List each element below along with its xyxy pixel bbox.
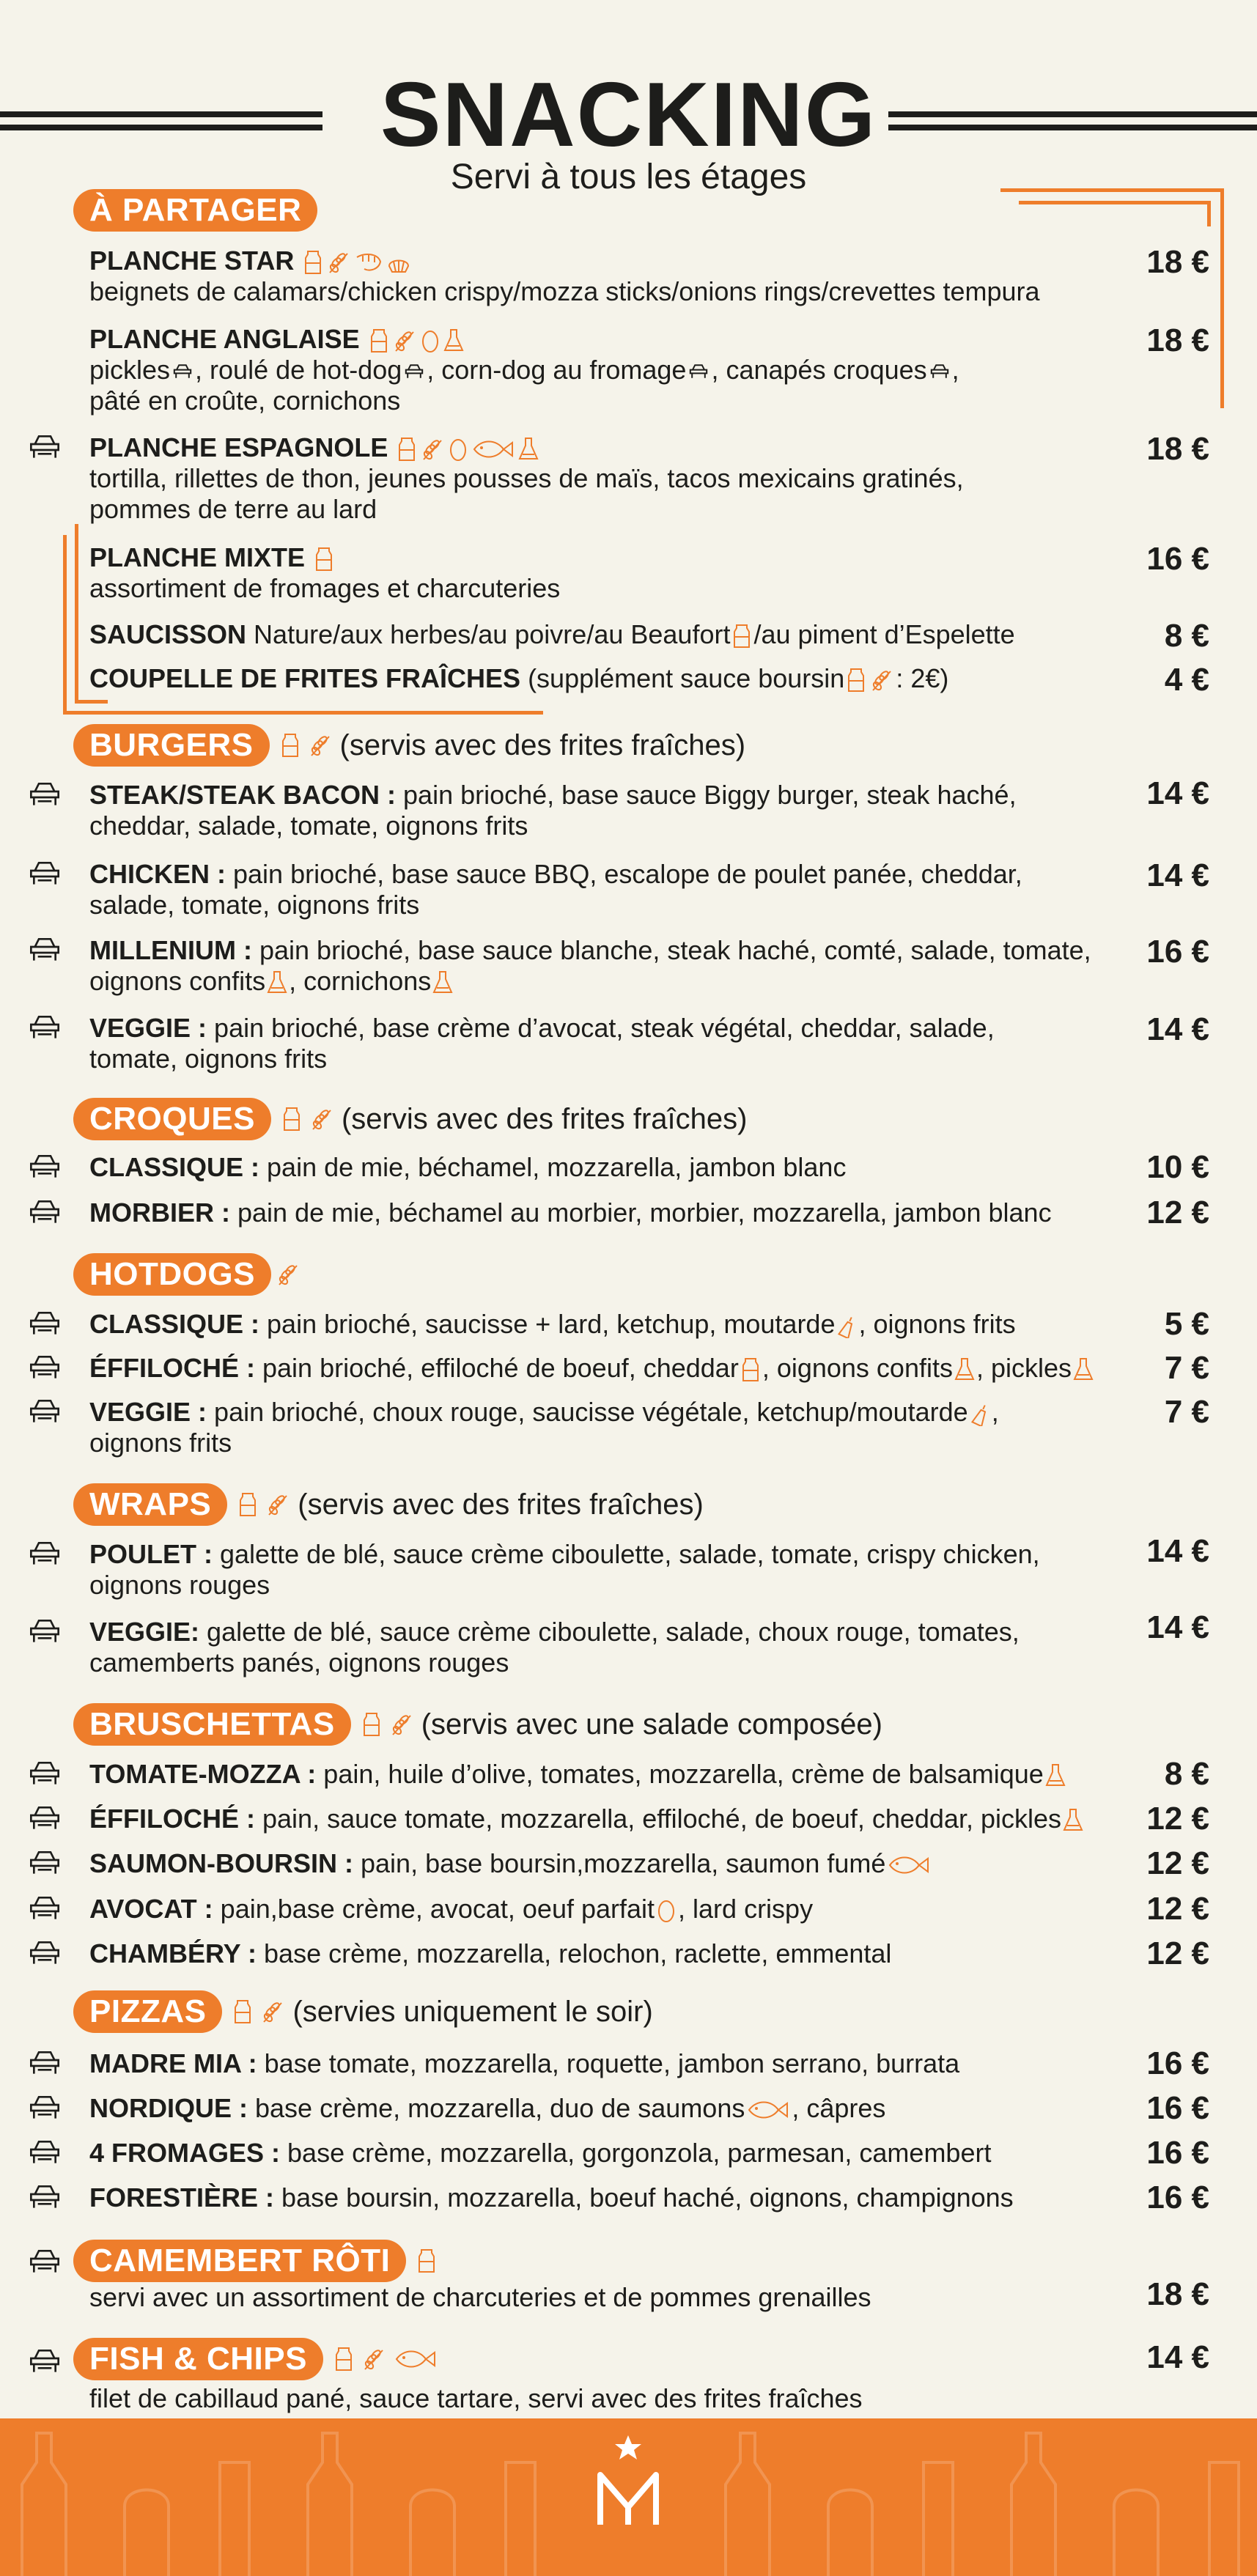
menu-item [89,1894,1116,1924]
item-description-part: , corn-dog au fromage [427,355,687,385]
item-description: base crème, mozzarella, gorgonzola, parmesan, camembert [287,2138,992,2168]
section-note: (servis avec des frites fraîches) [298,1488,704,1521]
wheat-icon [420,437,445,462]
item-description: pain brioché, effiloché de boeuf, cheddar [262,1353,739,1383]
pork-icon [28,935,64,966]
item-price: 16 € [1146,2045,1209,2081]
item-description: cheddar, salade, tomate, oignons frits [89,811,528,841]
item-name: STEAK/STEAK BACON : [89,780,397,810]
section-a-partager [73,189,317,232]
item-price: 7 € [1164,1394,1209,1430]
wheat-icon [309,1107,334,1132]
flask-icon [518,437,539,462]
item-price: 16 € [1146,2135,1209,2171]
pork-icon [28,1938,64,1969]
menu-item [89,2182,1116,2213]
flask-icon [267,970,287,995]
item-name: MILLENIUM : [89,935,252,965]
item-description: Nature/aux herbes/au poivre/au Beaufort [254,619,731,649]
item-description: pain, base boursin,mozzarella, saumon fumé [361,1848,886,1878]
section-label: BRUSCHETTAS [73,1703,351,1746]
section-label: CROQUES [73,1098,271,1140]
item-description-part: , roulé de hot-dog [195,355,402,385]
section-note: (servis avec une salade composée) [421,1708,882,1741]
section-label: À PARTAGER [73,189,317,232]
milk-icon [361,1712,382,1737]
item-name: POULET : [89,1539,213,1569]
allergen-icons [231,1999,287,2024]
menu-item [89,935,1116,997]
item-name: TOMATE-MOZZA : [89,1759,317,1789]
item-description: pain brioché, base crème d’avocat, steak végétal, cheddar, salade, [214,1013,995,1043]
item-description-part: , câpres [792,2093,886,2123]
item-price: 8 € [1164,618,1209,654]
section-croques [73,1098,747,1140]
menu-item [89,1759,1116,1790]
menu-item [89,1848,1116,1879]
item-price: 4 € [1164,662,1209,698]
mustard-icon [836,1313,857,1338]
menu-item [89,1152,1116,1183]
item-description: pommes de terre au lard [89,494,377,524]
section-camembert-roti [73,2240,438,2282]
pork-icon [28,780,64,811]
fish-icon [746,2097,790,2122]
item-name: CLASSIQUE : [89,1309,260,1339]
item-price: 12 € [1146,1935,1209,1971]
wheat-icon [308,733,333,758]
item-price: 16 € [1146,934,1209,970]
menu-item [89,780,1116,841]
section-label: HOTDOGS [73,1253,271,1296]
item-price: 14 € [1146,1609,1209,1645]
menu-item [89,2383,1116,2414]
pork-icon [28,432,64,463]
flask-icon [432,970,453,995]
item-description: assortiment de fromages et charcuteries [89,573,561,603]
pork-icon [28,2347,64,2377]
item-description: pain, sauce tomate, mozzarella, effiloché, de boeuf, cheddar, pickles [262,1804,1061,1834]
section-note: (servies uniquement le soir) [292,1995,653,2028]
item-description: oignons rouges [89,1570,270,1600]
allergen-icons [279,733,334,758]
item-description: pain brioché, base sauce blanche, steak haché, comté, salade, tomate, [259,935,1091,965]
egg-icon [448,437,468,462]
pork-icon [28,2182,64,2213]
item-name: MORBIER : [89,1197,230,1228]
allergen-icons [332,2347,439,2372]
item-price: 8 € [1164,1756,1209,1792]
item-price: 10 € [1146,1149,1209,1185]
item-description: pain brioché, saucisse + lard, ketchup, moutarde [267,1309,836,1339]
milk-icon [333,2347,354,2372]
milk-icon [280,733,301,758]
item-description: galette de blé, sauce crème ciboulette, salade, tomate, crispy chicken, [220,1539,1040,1569]
menu-item [89,1353,1116,1384]
item-description-part: oignons frits [89,1428,232,1458]
milk-icon [731,624,752,649]
pork-icon [172,363,193,380]
pork-icon [28,2048,64,2079]
item-description-part: , [991,1397,999,1427]
allergen-icons [415,2248,438,2273]
item-name: NORDIQUE : [89,2093,248,2123]
milk-icon [237,1492,258,1517]
pork-icon [28,1848,64,1879]
item-name: 4 FROMAGES : [89,2138,281,2168]
item-name: ÉFFILOCHÉ : [89,1804,255,1834]
section-note: (servis avec des frites fraîches) [341,1102,748,1135]
item-name: FORESTIÈRE : [89,2182,275,2213]
item-price: 12 € [1146,1195,1209,1230]
item-name: SAUMON-BOURSIN : [89,1848,353,1878]
milk-icon [740,1357,761,1382]
pork-icon [28,1397,64,1428]
item-description-part: , pickles [976,1353,1072,1383]
section-label: FISH & CHIPS [73,2338,323,2380]
wheat-icon [276,1262,301,1287]
wheat-icon [265,1492,290,1517]
item-description: tortilla, rillettes de thon, jeunes pousses de maïs, tacos mexicains gratinés, [89,463,964,493]
allergen-icons [274,1262,302,1287]
menu-item [89,1539,1116,1601]
section-note: (servis avec des frites fraîches) [339,728,746,761]
menu-item [89,663,1116,694]
item-description-part: /au piment d’Espelette [753,619,1015,649]
milk-icon [232,1999,253,2024]
fish-icon [887,1853,931,1878]
item-description: pain brioché, choux rouge, saucisse végétale, ketchup/moutarde [214,1397,968,1427]
milk-icon [303,250,323,275]
item-description: pain de mie, béchamel, mozzarella, jambon blanc [267,1152,847,1182]
milk-icon [846,668,866,693]
section-bruschettas [73,1703,882,1746]
item-description: pain brioché, base sauce Biggy burger, steak haché, [403,780,1017,810]
item-description: camemberts panés, oignons rouges [89,1647,509,1678]
flask-icon [443,328,464,353]
egg-icon [420,328,440,353]
item-name: AVOCAT : [89,1894,213,1924]
pork-icon [28,859,64,890]
item-name: COUPELLE DE FRITES FRAÎCHES [89,663,521,693]
section-pizzas [73,1990,653,2033]
item-name: VEGGIE : [89,1013,207,1043]
item-price: 18 € [1146,431,1209,467]
pork-icon [28,2093,64,2124]
item-price: 14 € [1146,775,1209,811]
item-name: ÉFFILOCHÉ : [89,1353,255,1383]
pork-icon [403,363,425,380]
decor-frame-top-right-inner [1019,201,1211,226]
item-price: 18 € [1146,244,1209,280]
item-name: CLASSIQUE : [89,1152,260,1182]
item-description-part: , [951,355,959,385]
wheat-icon [869,668,894,693]
menu-item [89,2048,1116,2079]
wheat-icon [361,2347,386,2372]
item-description-part: , canapés croques [711,355,927,385]
item-price: 12 € [1146,1845,1209,1881]
item-description: oignons confits [89,966,266,996]
section-hotdogs [73,1253,302,1296]
pork-icon [28,1197,64,1228]
item-description: salade, tomate, oignons frits [89,890,420,920]
item-description-part: , cornichons [289,966,432,996]
item-description: (supplément sauce boursin [528,663,845,693]
menu-item [89,1197,1116,1228]
item-name: CHAMBÉRY : [89,1938,257,1968]
wheat-icon [326,250,351,275]
section-label: CAMEMBERT RÔTI [73,2240,406,2282]
item-price: 5 € [1164,1306,1209,1342]
mustard-icon [970,1401,990,1426]
menu-item [89,2138,1116,2169]
menu-item [89,246,1116,307]
item-price: 14 € [1146,857,1209,893]
milk-icon [281,1107,302,1132]
item-description-part: pâté en croûte, cornichons [89,385,401,416]
item-description: base boursin, mozzarella, boeuf haché, oignons, champignons [281,2182,1014,2213]
menu-item [89,1013,1116,1074]
item-description: pain de mie, béchamel au morbier, morbier, mozzarella, jambon blanc [237,1197,1052,1228]
item-description: base crème, mozzarella, relochon, raclette, emmental [264,1938,892,1968]
item-name: CHICKEN : [89,859,226,889]
pork-icon [28,1759,64,1790]
pork-icon [28,1617,64,1647]
pork-icon [688,363,709,380]
section-label: WRAPS [73,1483,227,1526]
fish-icon [471,437,515,462]
item-price: 12 € [1146,1801,1209,1837]
pork-icon [28,1539,64,1570]
section-burgers [73,724,745,767]
menu-item [89,1397,1116,1458]
item-price: 14 € [1146,2339,1209,2375]
section-label: BURGERS [73,724,270,767]
pork-icon [28,1894,64,1924]
milk-icon [314,547,334,572]
item-price: 16 € [1146,2090,1209,2126]
menu-item [89,542,1116,604]
item-name: PLANCHE ESPAGNOLE [89,432,388,462]
item-price: 16 € [1146,541,1209,577]
item-description: pain brioché, base sauce BBQ, escalope de poulet panée, cheddar, [233,859,1022,889]
pork-icon [28,1152,64,1183]
flask-icon [1045,1763,1066,1788]
menu-item [89,619,1116,650]
item-description: base crème, mozzarella, duo de saumons [255,2093,745,2123]
item-name: PLANCHE MIXTE [89,542,306,572]
item-name: MADRE MIA : [89,2048,257,2078]
page-title: SNACKING [380,64,877,166]
milk-icon [397,437,417,462]
item-price: 14 € [1146,1533,1209,1569]
menu-item [89,1617,1116,1678]
shrimp-icon [354,250,383,275]
menu-item [89,2093,1116,2124]
milk-icon [369,328,389,353]
item-name: VEGGIE : [89,1397,207,1427]
item-description: beignets de calamars/chicken crispy/mozza sticks/onions rings/crevettes tempura [89,276,1040,306]
item-price: 18 € [1146,2276,1209,2312]
wheat-icon [392,328,417,353]
menu-item [89,859,1116,920]
item-description: galette de blé, sauce crème ciboulette, salade, choux rouge, tomates, [207,1617,1020,1647]
fish-icon [394,2347,438,2372]
section-wraps [73,1483,704,1526]
pork-icon [28,1804,64,1834]
item-description: pickles [89,355,171,385]
menu-item [89,432,1116,525]
item-name: VEGGIE: [89,1617,200,1647]
item-description: pain, huile d’olive, tomates, mozzarella, crème de balsamique [323,1759,1044,1789]
item-description: filet de cabillaud pané, sauce tartare, servi avec des frites fraîches [89,2383,863,2413]
menu-item [89,2282,1116,2313]
milk-icon [416,2248,437,2273]
item-description: tomate, oignons frits [89,1044,328,1074]
item-price: 7 € [1164,1350,1209,1386]
item-description: servi avec un assortiment de charcuteries et de pommes grenailles [89,2282,871,2312]
wheat-icon [389,1712,414,1737]
pork-icon [929,363,951,380]
pork-icon [28,1309,64,1340]
item-name: PLANCHE STAR [89,246,295,276]
flask-icon [954,1357,975,1382]
menu-item [89,1938,1116,1969]
item-description: base tomate, mozzarella, roquette, jambon serrano, burrata [264,2048,960,2078]
menu-item [89,324,1116,416]
section-fish-and-chips [73,2338,439,2380]
item-name: SAUCISSON [89,619,247,649]
menu-item [89,1309,1116,1340]
item-price: 14 € [1146,1011,1209,1047]
pork-icon [28,1013,64,1044]
pork-icon [28,2138,64,2169]
page-subtitle: Servi à tous les étages [450,158,807,196]
item-price: 18 € [1146,322,1209,358]
item-description-part: , oignons confits [762,1353,953,1383]
allergen-icons [236,1492,292,1517]
wheat-icon [260,1999,285,2024]
section-label: PIZZAS [73,1990,222,2033]
item-description: pain,base crème, avocat, oeuf parfait [220,1894,655,1924]
brand-logo-icon [584,2429,673,2532]
item-name: PLANCHE ANGLAISE [89,324,360,354]
allergen-icons [280,1107,336,1132]
item-description-part: : 2€) [896,663,949,693]
pork-icon [28,1353,64,1384]
pork-icon [28,2247,64,2278]
allergen-icons [360,1712,416,1737]
item-description-part: , oignons frits [858,1309,1016,1339]
menu-item [89,1804,1116,1834]
shell-icon [386,250,411,275]
egg-icon [656,1898,677,1923]
item-price: 12 € [1146,1891,1209,1927]
item-description-part: , lard crispy [678,1894,814,1924]
item-price: 16 € [1146,2180,1209,2215]
